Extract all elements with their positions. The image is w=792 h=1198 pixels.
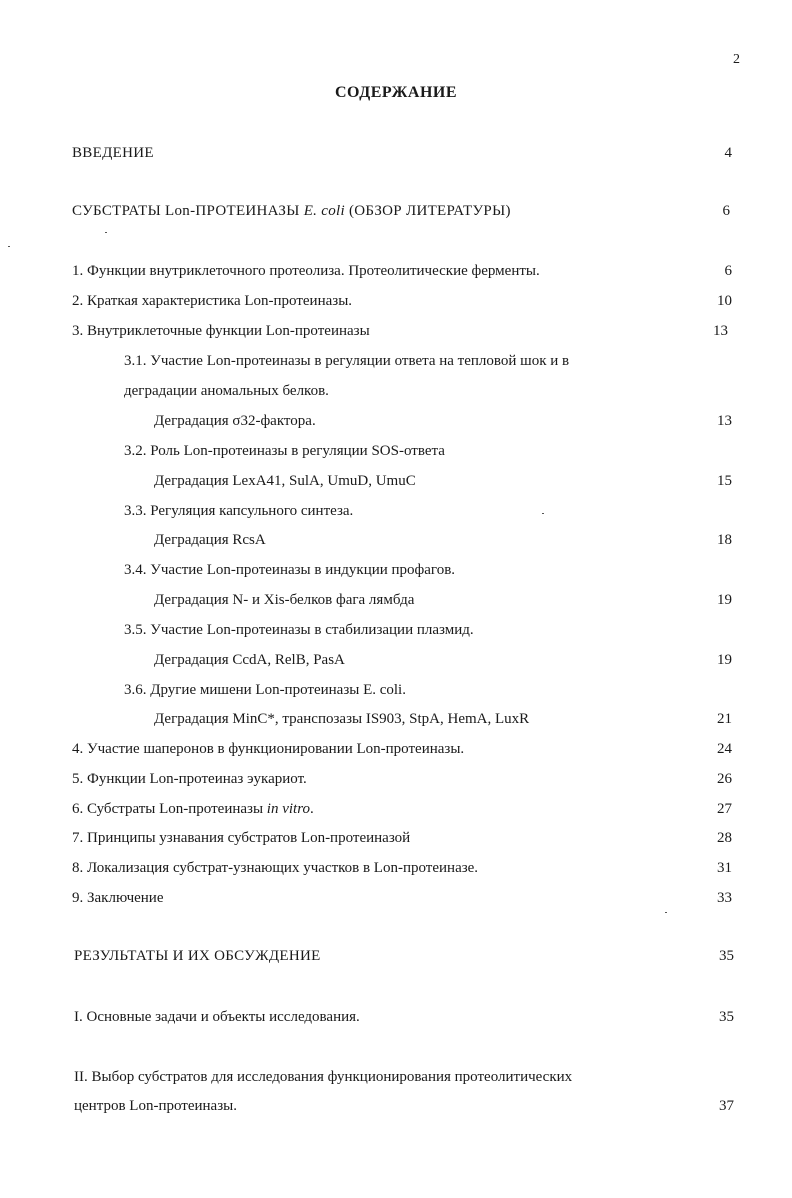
toc-s33-line1: 3.3. Регуляция капсульного синтеза.	[124, 503, 354, 519]
toc-s33-line2: Деградация RcsA	[154, 532, 266, 548]
toc-s36-line2: Деградация MinC*, транспозазы IS903, StpA, HemA, LuxR	[154, 711, 530, 727]
toc-r1-title: I. Основные задачи и объекты исследования.	[74, 1009, 360, 1025]
toc-s33-page: 18	[717, 532, 732, 548]
toc-s9-title: 9. Заключение	[72, 890, 164, 906]
toc-s3-title: 3. Внутриклеточные функции Lon-протеиназы	[72, 323, 370, 339]
toc-r2-page: 37	[719, 1098, 734, 1114]
toc-s36-line1: 3.6. Другие мишени Lon-протеиназы E. coli.	[124, 682, 406, 698]
toc-intro-title: ВВЕДЕНИЕ	[72, 145, 154, 161]
toc-s2-title: 2. Краткая характеристика Lon-протеиназы.	[72, 293, 353, 309]
toc-r1-page: 35	[719, 1009, 734, 1025]
page-title: СОДЕРЖАНИЕ	[334, 84, 458, 101]
page-number: 2	[733, 52, 740, 67]
toc-review-title	[72, 201, 511, 221]
toc-s34-line1: 3.4. Участие Lon-протеиназы в индукции профагов.	[124, 562, 456, 578]
toc-s9-page: 33	[717, 890, 732, 906]
toc-s4-title: 4. Участие шаперонов в функционировании Lon-протеиназы.	[72, 741, 465, 757]
toc-s5-page: 26	[717, 771, 732, 787]
scan-speck	[542, 513, 544, 514]
toc-review-suffix: (ОБЗОР ЛИТЕРАТУРЫ)	[344, 203, 511, 219]
toc-s7-title: 7. Принципы узнавания субстратов Lon-протеиназой	[72, 830, 411, 846]
toc-s31-page: 13	[717, 413, 732, 429]
toc-s31-line1: 3.1. Участие Lon-протеиназы в регуляции ответа на тепловой шок и в	[124, 353, 570, 369]
toc-review-prefix: СУБСТРАТЫ Lon-ПРОТЕИНАЗЫ	[72, 203, 304, 219]
toc-results-title: РЕЗУЛЬТАТЫ И ИХ ОБСУЖДЕНИЕ	[74, 948, 321, 964]
toc-s32-line2: Деградация LexA41, SulA, UmuD, UmuC	[154, 473, 416, 489]
toc-s34-line2: Деградация N- и Xis-белков фага лямбда	[154, 592, 415, 608]
toc-s31-line2: деградации аномальных белков.	[124, 383, 329, 399]
scan-speck	[665, 912, 667, 913]
toc-results-page: 35	[719, 948, 734, 964]
toc-s6-suffix: .	[309, 801, 314, 817]
toc-s5-title: 5. Функции Lon-протеиназ эукариот.	[72, 771, 307, 787]
toc-s6-italic: in vitro	[266, 801, 310, 817]
toc-s34-page: 19	[717, 592, 732, 608]
toc-s8-title: 8. Локализация субстрат-узнающих участков в Lon-протеиназе.	[72, 860, 479, 876]
toc-s31-line3: Деградация σ32-фактора.	[154, 413, 316, 429]
toc-s8-page: 31	[717, 860, 732, 876]
toc-s2-page: 10	[717, 293, 732, 309]
toc-s36-page: 21	[717, 711, 732, 727]
toc-s6-page: 27	[717, 801, 732, 817]
toc-s32-line1: 3.2. Роль Lon-протеиназы в регуляции SOS-ответа	[124, 443, 445, 459]
toc-r2-line1: II. Выбор субстратов для исследования функционирования протеолитических	[74, 1069, 573, 1085]
toc-s32-page: 15	[717, 473, 732, 489]
toc-s6-title	[72, 799, 314, 819]
toc-s6-prefix: 6. Субстраты Lon-протеиназы	[72, 801, 267, 817]
toc-s35-line1: 3.5. Участие Lon-протеиназы в стабилизации плазмид.	[124, 622, 474, 638]
toc-s7-page: 28	[717, 830, 732, 846]
toc-s1-title: 1. Функции внутриклеточного протеолиза. Протеолитические ферменты.	[72, 263, 540, 279]
scan-speck	[8, 246, 10, 247]
toc-s1-page: 6	[724, 263, 732, 279]
toc-s3-page: 13	[713, 323, 728, 339]
toc-review-page: 6	[722, 203, 730, 219]
toc-review-italic: E. coli	[303, 203, 345, 219]
toc-s4-page: 24	[717, 741, 732, 757]
toc-r2-line2: центров Lon-протеиназы.	[74, 1098, 237, 1114]
toc-s35-page: 19	[717, 652, 732, 668]
toc-s35-line2: Деградация CcdA, RelB, PasA	[154, 652, 345, 668]
toc-intro-page: 4	[724, 145, 732, 161]
scan-speck	[105, 232, 107, 233]
